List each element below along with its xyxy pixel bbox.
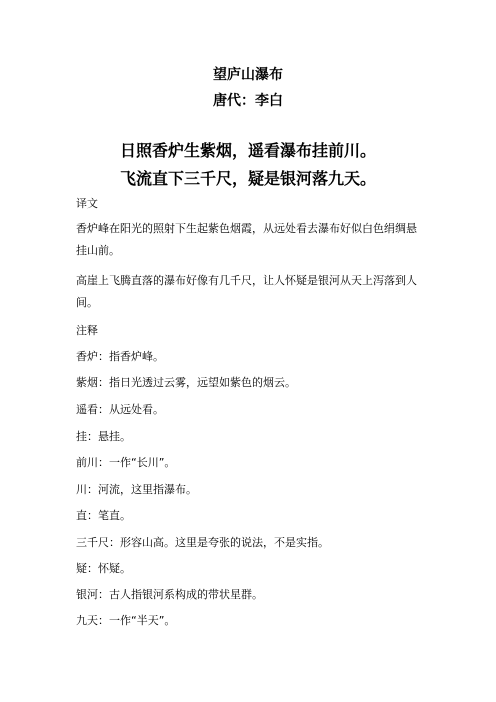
note-item: 直：笔直。 [76, 509, 131, 522]
note-item: 川：河流，这里指瀑布。 [76, 483, 197, 496]
poem-line-1: 日照香炉生紫烟，遥看瀑布挂前川。 [119, 141, 376, 160]
note-item: 前川：一作“长川”。 [76, 456, 176, 469]
note-item: 九天：一作“半天”。 [76, 614, 176, 627]
poem-line-2: 飞流直下三千尺，疑是银河落九天。 [119, 169, 376, 188]
note-item: 遥看：从远处看。 [76, 403, 164, 416]
translation-heading: 译文 [76, 197, 98, 210]
translation-paragraph-1: 香炉峰在阳光的照射下生起紫色烟霞，从远处看去瀑布好似白色绢绸悬挂山前。 [76, 222, 417, 257]
author-line: 唐代：李白 [213, 93, 283, 109]
note-item: 挂：悬挂。 [76, 430, 131, 443]
note-item: 香炉：指香炉峰。 [76, 350, 164, 363]
poem-title: 望庐山瀑布 [213, 67, 283, 83]
note-item: 银河：古人指银河系构成的带状星群。 [76, 588, 263, 601]
note-item: 三千尺：形容山高。这里是夸张的说法，不是实指。 [76, 536, 329, 549]
note-item: 紫烟：指日光透过云雾，远望如紫色的烟云。 [76, 376, 296, 389]
notes-heading: 注释 [76, 324, 98, 337]
note-item: 疑：怀疑。 [76, 562, 131, 575]
translation-paragraph-2: 高崖上飞腾直落的瀑布好像有几千尺，让人怀疑是银河从天上泻落到人间。 [76, 274, 417, 309]
